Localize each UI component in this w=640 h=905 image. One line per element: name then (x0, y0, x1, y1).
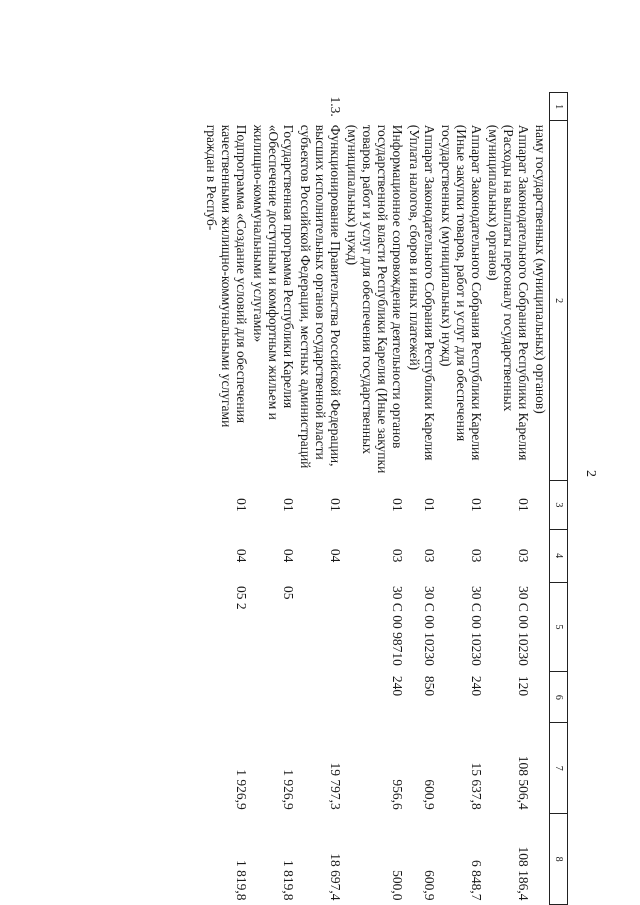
section-code: 01 (516, 498, 531, 512)
col-header-4: 4 (550, 529, 568, 582)
target-article-code: 30 С 00 10230 (469, 586, 484, 666)
target-article-code (532, 582, 550, 672)
amount-actual: 18 697,4 (328, 853, 343, 901)
amount-plan: 1 926,9 (281, 769, 296, 810)
subsection-code: 04 (281, 548, 296, 563)
col-header-2: 2 (550, 121, 568, 481)
subsection-code: 03 (516, 548, 531, 563)
subsection-code: 03 (422, 548, 437, 563)
section-code: 01 (281, 498, 296, 512)
amount-actual: 600,9 (422, 870, 437, 901)
table-row (406, 93, 438, 905)
amount-actual: 108 186,4 (516, 846, 531, 901)
row-name: Функционирование Правительства Российской Федерации, высших исполнительных органов государственной власти субъектов Российской Федерации, местных администраций (298, 124, 343, 469)
expense-type-code (297, 672, 344, 723)
amount-plan: 600,9 (422, 779, 437, 810)
amount-actual: 500,0 (390, 870, 405, 901)
row-name: Аппарат Законодательного Собрания Республики Карелия (Уплата налогов, сборов и иных платежей) (407, 124, 437, 461)
section-code: 01 (469, 498, 484, 512)
target-article-code: 30 С 00 98710 (390, 586, 405, 666)
section-code: 01 (422, 498, 437, 512)
column-numbers-row (550, 93, 568, 905)
subsection-code: 03 (469, 548, 484, 563)
table-row (532, 93, 550, 905)
amount-plan: 15 637,8 (469, 762, 484, 810)
table-row (438, 93, 485, 905)
row-number (438, 93, 485, 121)
expense-type-code (203, 672, 250, 723)
expense-type-code (532, 672, 550, 723)
row-number (406, 93, 438, 121)
amount-plan: 19 797,3 (328, 762, 343, 810)
section-code: 01 (234, 498, 249, 512)
target-article-code: 05 (281, 586, 296, 600)
expense-type-code (250, 672, 297, 723)
section-code: 01 (390, 498, 405, 512)
expense-type-code: 120 (516, 675, 531, 697)
subsection-code: 04 (328, 548, 343, 563)
subsection-code: 03 (390, 548, 405, 563)
row-name: Государственная программа Республики Карелия «Обеспечение доступным и комфортным жильем и жилищно-коммунальными услугами» (251, 124, 296, 420)
table-row (250, 93, 297, 905)
amount-actual (532, 814, 550, 905)
row-name: Подпрограмма «Создание условий для обеспечения качественными жилищно-коммунальными услугами граждан в Респуб- (204, 124, 249, 428)
expense-type-code: 240 (390, 675, 405, 697)
row-name: Аппарат Законодательного Собрания Республики Карелия (Иные закупки товаров, работ и услуг для обеспечения государственных (муниципальных) нужд) (439, 124, 484, 461)
target-article-code: 30 С 00 10230 (422, 586, 437, 666)
subsection-code (532, 529, 550, 582)
row-number (532, 93, 550, 121)
row-name: наму государственных (муниципальных) органов) (533, 124, 548, 414)
target-article-code (297, 582, 344, 672)
section-code (532, 481, 550, 530)
amount-plan: 956,6 (390, 779, 405, 810)
amount-actual: 1 819,8 (281, 860, 296, 901)
page-number: 2 (583, 470, 598, 477)
row-name: Аппарат Законодательного Собрания Республики Карелия (Расходы на выплаты персоналу государственных (муниципальных) органов) (486, 124, 531, 461)
target-article-code: 05 2 (234, 586, 249, 610)
amount-plan (532, 723, 550, 814)
row-name: Информационное сопровождение деятельности органов государственной власти Республики Карелия (Иные закупки товаров, работ и услуг для обеспечения государственных (муниципальных) нужд) (345, 124, 405, 474)
col-header-6: 6 (550, 672, 568, 723)
row-number (344, 93, 406, 121)
col-header-5: 5 (550, 582, 568, 672)
amount-plan: 108 506,4 (516, 755, 531, 810)
col-header-3: 3 (550, 481, 568, 530)
row-number (250, 93, 297, 121)
subsection-code: 04 (234, 548, 249, 563)
row-number (485, 93, 532, 121)
table-row (344, 93, 406, 905)
col-header-1: 1 (550, 93, 568, 121)
table-row (485, 93, 532, 905)
amount-actual: 6 848,7 (469, 860, 484, 901)
table-row (297, 93, 344, 905)
expense-type-code: 240 (469, 675, 484, 697)
row-number: 1.3. (328, 96, 343, 117)
section-code: 01 (328, 498, 343, 512)
table-row (203, 93, 250, 905)
target-article-code: 30 С 00 10230 (516, 586, 531, 666)
col-header-8: 8 (550, 814, 568, 905)
budget-table (203, 92, 568, 905)
row-number (203, 93, 250, 121)
amount-actual: 1 819,8 (234, 860, 249, 901)
expense-type-code: 850 (422, 675, 437, 697)
col-header-7: 7 (550, 723, 568, 814)
amount-plan: 1 926,9 (234, 769, 249, 810)
